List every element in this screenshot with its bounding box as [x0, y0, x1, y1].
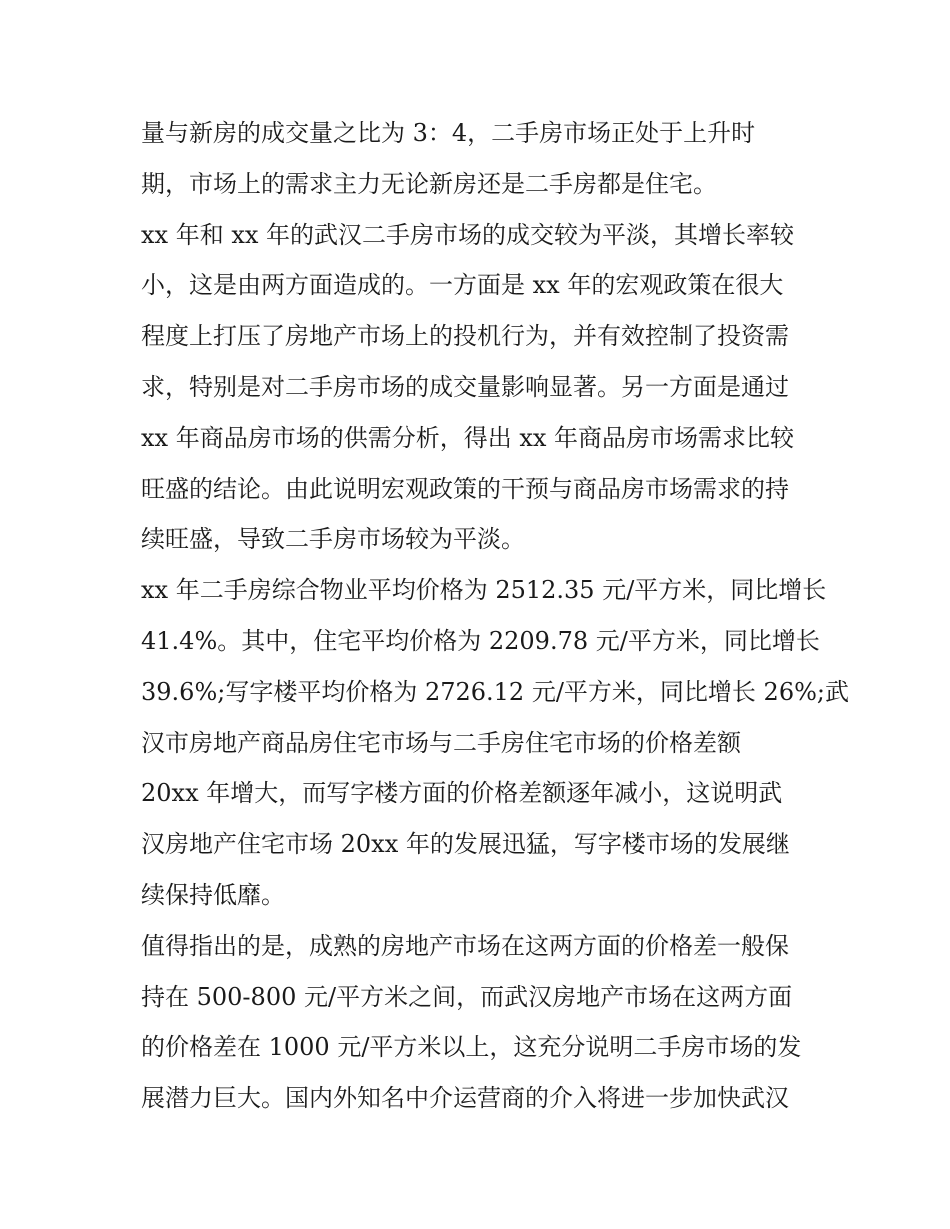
text-line: 旺盛的结论。由此说明宏观政策的干预与商品房市场需求的持 [141, 474, 789, 503]
text-line: 期，市场上的需求主力无论新房还是二手房都是住宅。 [141, 169, 717, 198]
text-line: 值得指出的是，成熟的房地产市场在这两方面的价格差一般保 [141, 931, 789, 960]
text-line: 程度上打压了房地产市场上的投机行为，并有效控制了投资需 [141, 322, 789, 351]
text-line: 39.6%;写字楼平均价格为 2726.12 元/平方米，同比增长 26%;武 [141, 677, 849, 706]
text-line: 20xx 年增大，而写字楼方面的价格差额逐年减小，这说明武 [141, 779, 783, 808]
text-line: 的价格差在 1000 元/平方米以上，这充分说明二手房市场的发 [141, 1033, 802, 1062]
text-line: xx 年商品房市场的供需分析，得出 xx 年商品房市场需求比较 [141, 423, 795, 452]
text-line: 求，特别是对二手房市场的成交量影响显著。另一方面是通过 [141, 372, 789, 401]
document-body [141, 108, 849, 1124]
text-line: 续旺盛，导致二手房市场较为平淡。 [141, 525, 525, 554]
text-line: 汉市房地产商品房住宅市场与二手房住宅市场的价格差额 [141, 728, 741, 757]
text-line: 续保持低靡。 [141, 880, 285, 909]
text-line: xx 年和 xx 年的武汉二手房市场的成交较为平淡，其增长率较 [141, 220, 795, 249]
text-line: 汉房地产住宅市场 20xx 年的发展迅猛，写字楼市场的发展继 [141, 830, 790, 859]
text-line: 展潜力巨大。国内外知名中介运营商的介入将进一步加快武汉 [141, 1084, 789, 1113]
text-line: 41.4%。其中，住宅平均价格为 2209.78 元/平方米，同比增长 [141, 626, 820, 655]
text-line: 小，这是由两方面造成的。一方面是 xx 年的宏观政策在很大 [141, 271, 784, 300]
text-line: 量与新房的成交量之比为 3：4，二手房市场正处于上升时 [141, 119, 756, 147]
text-line: 持在 500-800 元/平方米之间，而武汉房地产市场在这两方面 [141, 982, 793, 1011]
text-line: xx 年二手房综合物业平均价格为 2512.35 元/平方米，同比增长 [141, 576, 827, 605]
